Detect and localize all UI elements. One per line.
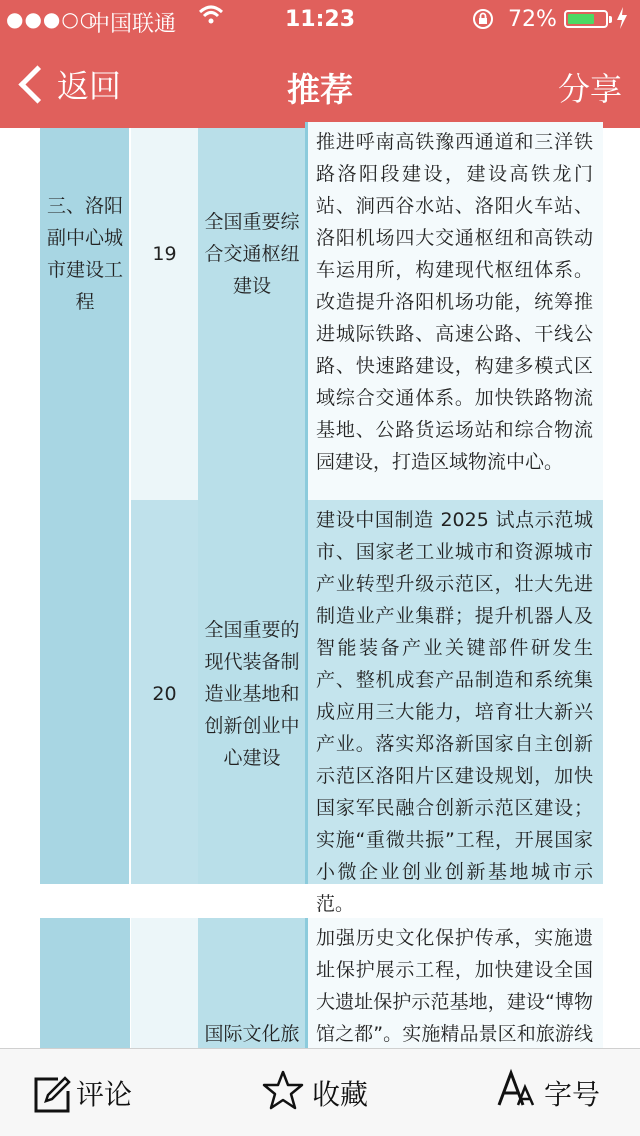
carrier-name: 中国联通: [88, 12, 177, 37]
project-name: 国际文化旅: [204, 1023, 300, 1045]
table-project-cell: [198, 500, 305, 884]
rotation-lock-icon: [471, 7, 495, 36]
project-content: 加强历史文化保护传承，实施遗址保护展示工程，加快建设全国大遗址保护示范基地，建设“博物馆之都”。实施精品景区和旅游线: [316, 927, 593, 1045]
project-content: 建设中国制造 2025 试点示范城市、国家老工业城市和资源城市产业转型升级示范区，壮大先进制造业产业集群；提升机器人及智能装备产业关键部件研发生产、整机成套产品制造和系统集成应用三大能力，培育壮大新兴产业。落实郑洛新国家自主创新示范区洛阳片区建设规划，加快国家军民融合创新示范区建设；实施“重微共振”工程，开展国家小微企业创业创新基地城市示范。: [316, 509, 593, 915]
table-content-cell: [305, 500, 603, 915]
project-content: 推进呼南高铁豫西通道和三洋铁路洛阳段建设，建设高铁龙门站、涧西谷水站、洛阳火车站、洛阳机场四大交通枢纽和高铁动车运用所，构建现代枢纽体系。改造提升洛阳机场功能，统筹推进城际铁路、高速公路、干线公路、快速路建设，构建多模式区域综合交通体系。加快铁路物流基地、公路货运场站和综合物流园建设，打造区域物流中心。: [316, 131, 593, 473]
table-row-number-cell: [131, 500, 198, 884]
favorite-label: 收藏: [312, 1078, 369, 1111]
font-size-icon: [496, 1069, 536, 1118]
article-content[interactable]: [0, 128, 640, 1048]
edit-icon: [32, 1075, 68, 1111]
bottom-toolbar: [0, 1048, 640, 1136]
star-icon: [262, 1069, 304, 1118]
project-name: 全国重要的现代装备制造业基地和创新创业中心建设: [204, 619, 300, 769]
favorite-button[interactable]: [262, 1071, 368, 1115]
comment-label: 评论: [76, 1078, 133, 1111]
charging-bolt-icon: [616, 6, 628, 35]
table-content-cell: [305, 918, 603, 1058]
share-button[interactable]: 分享: [557, 70, 622, 108]
font-size-button[interactable]: [496, 1071, 600, 1115]
table-row-number-cell: [131, 918, 198, 1058]
status-bar: [0, 0, 640, 40]
row-number: 20: [152, 683, 177, 705]
comment-button[interactable]: [32, 1071, 132, 1115]
battery-percent: 72%: [508, 7, 557, 32]
nav-bar: [0, 40, 640, 128]
table-row-number-cell: [131, 128, 198, 500]
row-number: 19: [152, 243, 177, 265]
signal-strength-icon: ●●●○○: [6, 7, 99, 31]
battery-icon: [564, 10, 608, 28]
table-content-cell: [305, 122, 603, 500]
table-project-cell: [198, 918, 305, 1058]
project-name: 全国重要综合交通枢纽建设: [204, 211, 300, 297]
back-label: 返回: [57, 67, 122, 105]
table-category-cell: [40, 918, 130, 1058]
page-title: 推荐: [287, 70, 353, 109]
table-project-cell: [198, 128, 305, 500]
category-text: 三、洛阳副中心城市建设工程: [46, 195, 123, 313]
status-time: 11:23: [284, 7, 356, 32]
table-category-cell: [40, 128, 130, 884]
font-size-label: 字号: [544, 1078, 601, 1111]
